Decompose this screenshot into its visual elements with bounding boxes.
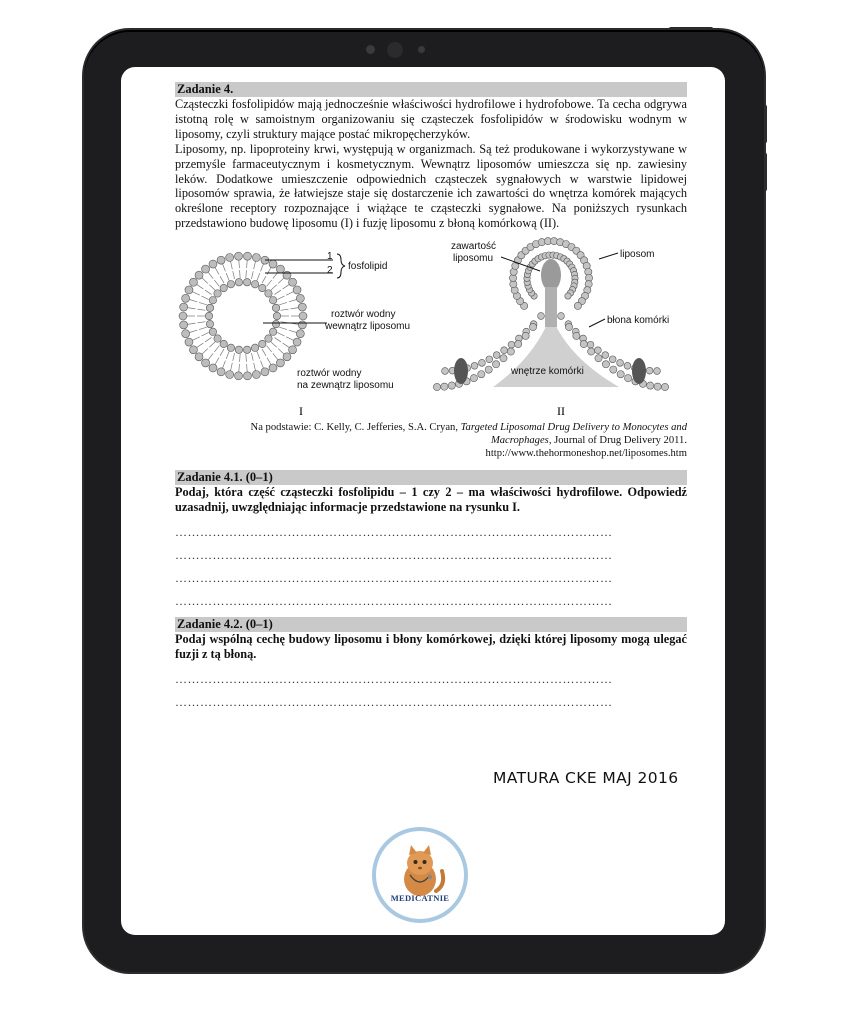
label-content-1: zawartość [451,241,497,253]
label-cell-interior: wnętrze komórki [511,366,584,378]
sensor-icon [366,45,375,54]
tablet-screen [121,67,725,935]
figure-roman-1: I [299,404,303,418]
liposome-diagram [175,237,687,417]
medicatnie-logo [372,827,468,923]
answer-line[interactable]: …………………………………………………………………………………………… [175,525,613,540]
label-inside-2: wewnątrz liposomu [325,321,411,333]
intro-paragraph-2: Liposomy, np. lipoproteiny krwi, występują w organizmach. Są też produkowane i wykorzystywane w przemyśle farmaceutycznym i kosmetycznym. Wewnątrz liposomów umieszcza się np. zawiesiny leków. Dodatkowe umieszczenie odpowiednich cząsteczek sygnałowych w warstwie lipidowej liposomów sprawia, że łatwiejsze staje się dostarczenie ich zawartości do wnętrza komórek mających określone receptory rozpoznające i wiążące te cząsteczki sygnałowe. Na poniższych rysunkach przedstawiono budowę liposomu (I) i fuzję liposomu z błoną komórkową (II). [175,141,687,231]
answer-line[interactable]: …………………………………………………………………………………………… [175,672,613,687]
intro-paragraph-1: Cząsteczki fosfolipidów mają jednocześnie właściwości hydrofilowe i hydrofobowe. Ta cecha odgrywa istotną rolę w samoistnym organizowaniu się cząsteczek fosfolipidów w środowisku wodnym w liposomy, czyli struktury mające postać mikropęcherzyków. [175,97,687,141]
label-number-1: 1 [327,251,333,263]
label-cell-membrane: błona komórki [607,315,670,327]
answer-line[interactable]: …………………………………………………………………………………………… [175,594,613,609]
cat-doctor-icon [376,831,464,919]
label-outside-2: na zewnątrz liposomu [297,380,394,392]
q2-header: Zadanie 4.2. (0–1) [175,617,687,632]
q1-text: Podaj, która część cząsteczki fosfolipidu – 1 czy 2 – ma właściwości hydrofilowe. Odpowiedź uzasadnij, uwzględniając informacje przedstawione na rysunku I. [175,485,687,515]
answer-line[interactable]: …………………………………………………………………………………………… [175,695,613,710]
liposome-structure-drawing [179,252,307,380]
task-header: Zadanie 4. [175,82,687,97]
logo-text: MEDICATNIE [390,893,450,903]
label-liposome: liposom [620,249,655,261]
figure-liposome [175,237,687,417]
figure-roman-2: II [557,404,565,418]
q2-text: Podaj wspólną cechę budowy liposomu i błony komórkowej, dzięki której liposomy mogą ulegać fuzji z tą błoną. [175,632,687,662]
label-inside-1: roztwór wodny [331,309,396,321]
label-outside-1: roztwór wodny [297,368,362,380]
q1-header: Zadanie 4.1. (0–1) [175,470,687,485]
light-sensor-icon [418,46,425,53]
label-phospholipid: fosfolipid [348,261,388,273]
label-number-2: 2 [327,265,333,277]
exam-stamp: MATURA CKE MAJ 2016 [493,769,679,787]
source-url[interactable]: http://www.thehormoneshop.net/liposomes.htm [485,448,687,460]
answer-line[interactable]: …………………………………………………………………………………………… [175,548,613,563]
camera-icon [387,42,403,58]
exam-page [175,82,687,718]
answer-line[interactable]: …………………………………………………………………………………………… [175,571,613,586]
label-content-2: liposomu [453,253,494,265]
source-citation: Na podstawie: C. Kelly, C. Jefferies, S.A. Cryan, Targeted Liposomal Drug Delivery to Monocytes and Macrophages, Journal of Drug Delivery 2011. http://www.thehormoneshop.net/liposomes.htm [250,422,687,460]
